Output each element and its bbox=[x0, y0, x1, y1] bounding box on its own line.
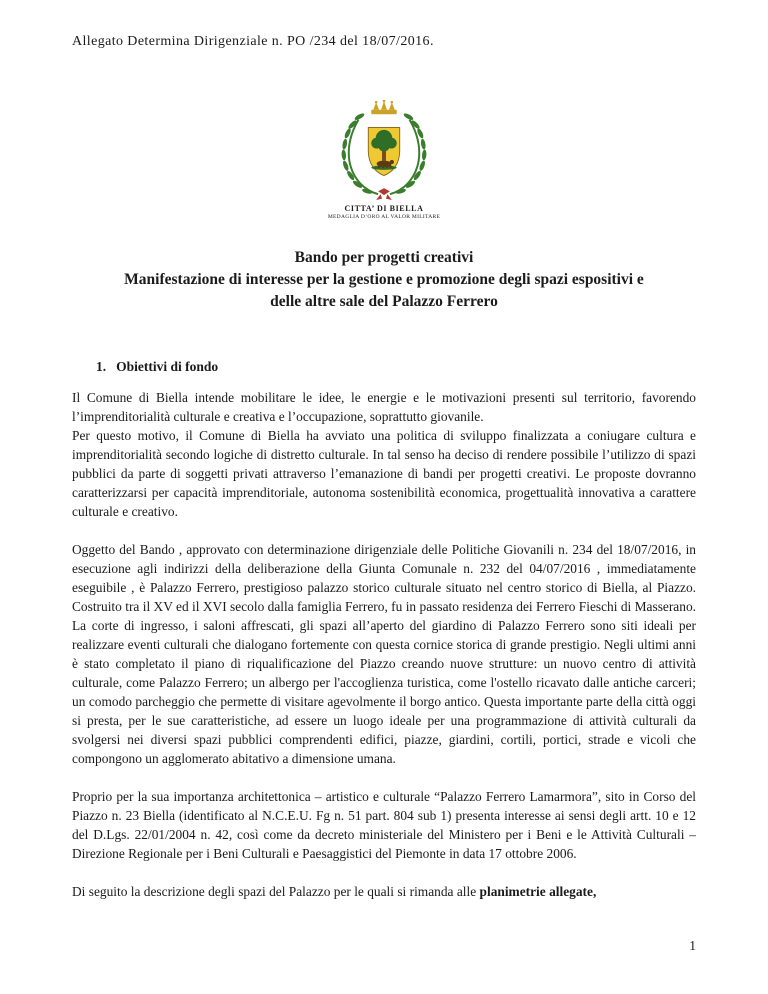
title-line: Manifestazione di interesse per la gestione e promozione degli spazi espositivi e bbox=[124, 271, 644, 288]
logo-city-name: CITTA’ DI BIELLA bbox=[344, 204, 424, 213]
shield-icon bbox=[368, 127, 399, 175]
crown-icon bbox=[371, 100, 397, 114]
paragraph: Proprio per la sua importanza architettonica – artistico e culturale “Palazzo Ferrero Lamarmora”, sito in Corso del Piazzo n. 23 Biella (identificato al N.C.E.U. Fg n. 51 part. 804 sub 1) presenta interesse ai sensi degli artt. 10 e 12 del D.Lgs. 22/01/2004 n. 42, così come da decreto ministeriale del Ministero per i Beni e le Attività Culturali – Direzione Regionale per i Beni Culturali e Paesaggistici del Piemonte in data 17 ottobre 2006. bbox=[72, 789, 696, 861]
logo-block bbox=[72, 100, 696, 220]
title-line: delle altre sale del Palazzo Ferrero bbox=[270, 293, 498, 310]
document-title bbox=[72, 247, 696, 313]
paragraph bbox=[72, 882, 696, 901]
section-heading bbox=[72, 359, 696, 375]
title-line: Bando per progetti creativi bbox=[294, 249, 474, 266]
section-title: Obiettivi di fondo bbox=[116, 359, 219, 374]
paragraph-text: Di seguito la descrizione degli spazi del Palazzo per le quali si rimanda alle bbox=[72, 884, 480, 899]
ribbon-icon bbox=[376, 188, 392, 200]
paragraph: Oggetto del Bando , approvato con determinazione dirigenziale delle Politiche Giovanili n. 234 del 18/07/2016, in esecuzione agli indirizzi della deliberazione della Giunta Comunale n. 232 del 04/07/2016 , immediatamente eseguibile , è Palazzo Ferrero, prestigioso palazzo storico culturale situato nel centro storico di Biella, al Piazzo. Costruito tra il XV ed il XVI secolo dalla famiglia Ferrero, fu in passato residenza dei Ferrero Fieschi di Masserano. La corte di ingresso, i saloni affrescati, gli spazi all’aperto del giardino di Palazzo Ferrero sono siti ideali per realizzare eventi culturali che dialogano fortemente con questa cornice storica di grande prestigio. Negli ultimi anni è stato completato il piano di riqualificazione del Piazzo creando nuove strutture: un nuovo centro di attività culturale, come Palazzo Ferrero; un albergo per l'accoglienza turistica, come l'ostello ricavato dalle antiche carceri; un comodo parcheggio che permette di visitare agevolmente il borgo antico. Questa importante parte della città oggi si presta, per le sue caratteristiche, ad essere un luogo ideale per una programmazione di attività culturali da svolgersi nei diversi spazi pubblici comprendenti edifici, piazze, giardini, cortili, portici, strade e vicoli che compongono un agglomerato abitativo a dimensione umana. bbox=[72, 542, 696, 766]
paragraph: Il Comune di Biella intende mobilitare le idee, le energie e le motivazioni presenti sul territorio, favorendo l’imprenditorialità culturale e creativa e l’occupazione, soprattutto giovanile. bbox=[72, 390, 696, 424]
paragraph-bold-text: planimetrie allegate, bbox=[479, 884, 597, 899]
biella-coat-of-arms-icon bbox=[323, 100, 445, 202]
paragraph: Per questo motivo, il Comune di Biella ha avviato una politica di sviluppo finalizzata a coniugare cultura e imprenditorialità secondo logiche di distretto culturale. In tal senso ha deciso di rendere possibile l’utilizzo di spazi pubblici da parte di soggetti privati attraverso l’emanazione di bandi per progetti creativi. Le proposte dovranno caratterizzarsi per capacità imprenditoriale, autonoma sostenibilità economica, progettualità innovativa a carattere culturale e creativo. bbox=[72, 428, 696, 519]
document-header: Allegato Determina Dirigenziale n. PO /234 del 18/07/2016. bbox=[72, 34, 434, 49]
logo-motto: MEDAGLIA D’ORO AL VALOR MILITARE bbox=[327, 214, 441, 220]
page-number: 1 bbox=[689, 938, 696, 953]
section-number: 1. bbox=[96, 359, 107, 374]
